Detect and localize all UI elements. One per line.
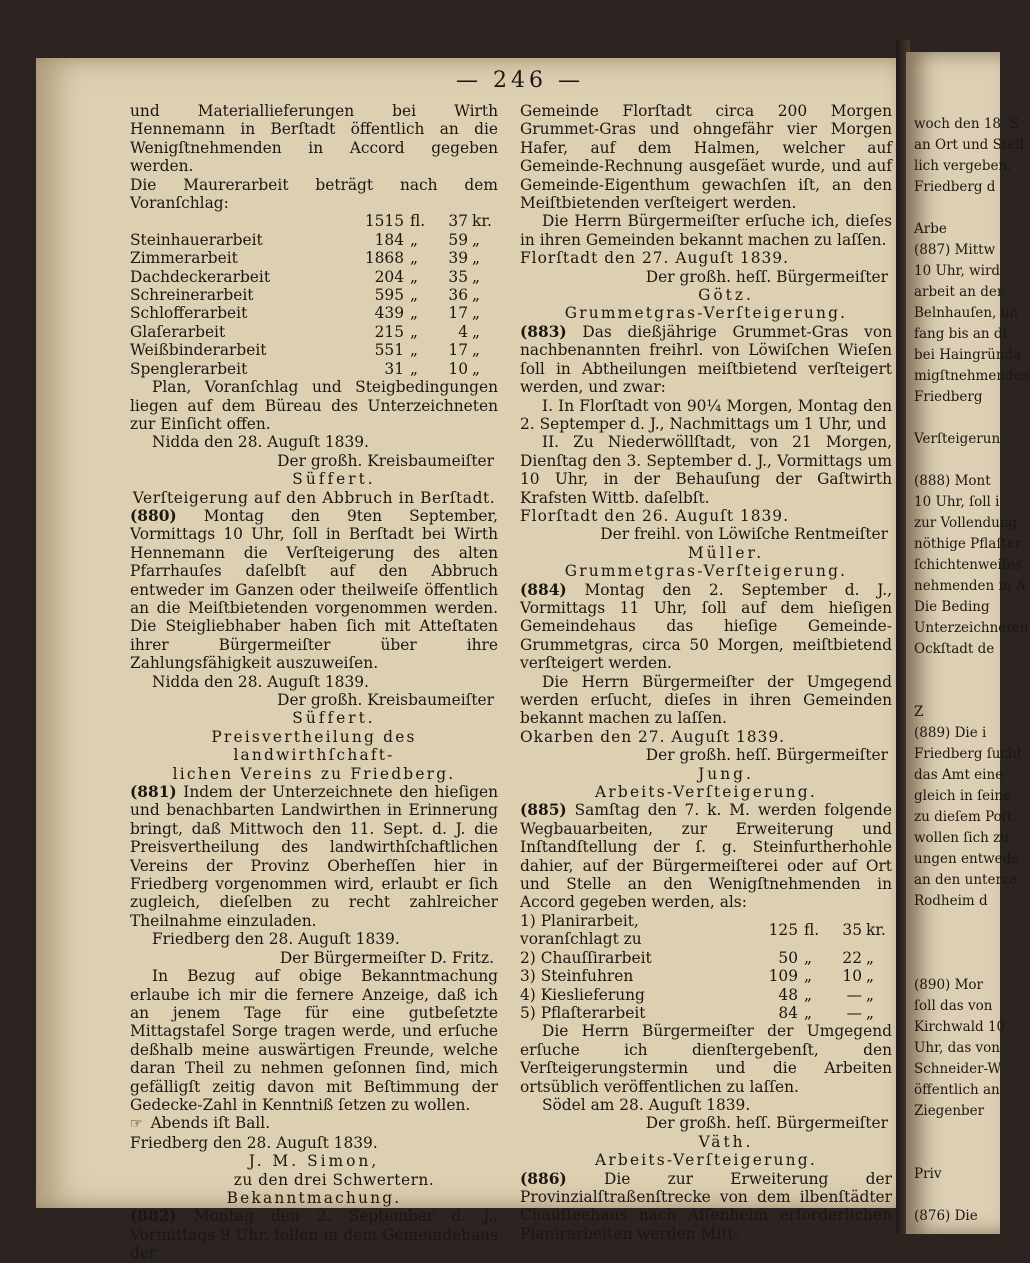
cost-row — [520, 967, 892, 985]
notice-heading: Arbeits-Verſteigerung. — [595, 1151, 817, 1170]
facing-page-line: ſoll das von — [914, 998, 993, 1014]
paragraph: Gemeinde Florſtadt circa 200 Morgen Grummet-Gras und ohngefähr vier Morgen Hafer, auf dem Halmen, welcher auf Gemeinde-Rechnung ausgeſäet wurde, und auf Gemeinde-Eigenthum gewachſen iſt, an den Meiſtbietenden verſteigert werden. — [520, 102, 892, 213]
paragraph: II. Zu Niederwöllſtadt, von 21 Morgen, Dienſtag den 3. September d. J., Vormittags um 10 Uhr, in der Behauſung der Gaſtwirth Krafsten Wittb. daſelbſt. — [520, 433, 892, 507]
facing-page-line: (887) Mittw — [914, 242, 996, 258]
cost-suffix: „ — [472, 359, 480, 378]
cost-row — [130, 249, 498, 267]
paragraph: Die Herrn Bürgermeiſter der Umgegend werden erſucht, dieſes in ihren Gemeinden bekannt machen zu laſſen. — [520, 672, 892, 728]
cost-amount: 204 — [374, 267, 404, 286]
cost-unit: „ — [410, 267, 418, 286]
notice-text: Das dießjährige Grummet-Gras von nachbenannten freihrl. von Löwiſchen Wieſen ſoll in Abtheilungen meiſtbietend verſteigert werden, und zwar: — [520, 322, 892, 397]
cost-kreuzer: 35 — [448, 267, 468, 286]
cost-suffix: „ — [472, 230, 480, 249]
cost-row — [130, 360, 498, 378]
cost-unit: „ — [410, 249, 418, 268]
dateline: Södel am 28. Auguſt 1839. — [542, 1095, 751, 1114]
cost-amount: 125 — [768, 921, 798, 940]
notice-heading: Verſteigerung auf den Abbruch in Berſtadt. — [132, 488, 496, 507]
cost-kreuzer: 36 — [448, 286, 468, 305]
cost-amount: 1868 — [364, 249, 404, 268]
facing-page-line: Unterzeichneten — [914, 620, 1029, 636]
paragraph: Plan, Voranſchlag und Steigbedingungen liegen auf dem Büreau des Unterzeichneten zur Einſicht offen. — [130, 378, 498, 433]
facing-page-line: bei Haingründa — [914, 347, 1022, 363]
facing-page-line: 10 Uhr, wird — [914, 263, 1001, 279]
signature-title: Der großh. heſſ. Bürgermeiſter — [645, 267, 888, 286]
cost-amount: 1515 — [364, 212, 404, 231]
cost-table — [130, 212, 498, 378]
facing-page-line: Ockſtadt de — [914, 641, 995, 657]
facing-page-line: fang bis an di — [914, 326, 1007, 342]
signature-name: Götz. — [698, 286, 754, 305]
cost-suffix: „ — [472, 286, 480, 305]
facing-page-line: migſtnehmenden — [914, 368, 1030, 384]
notice-heading: Grummetgras-Verſteigerung. — [564, 304, 848, 323]
facing-page-line: öffentlich an — [914, 1082, 1000, 1098]
cost-row — [520, 986, 892, 1004]
cost-row — [130, 268, 498, 286]
cost-amount: 551 — [374, 341, 404, 360]
facing-page-line: Friedberg — [914, 389, 983, 405]
cost-unit: „ — [410, 230, 418, 249]
facing-page-line: Z — [914, 704, 924, 720]
facing-page-line: Friedberg ſucht — [914, 746, 1023, 762]
cost-suffix: „ — [866, 985, 874, 1004]
signature-name: Süffert. — [292, 709, 376, 728]
cost-label: 2) Chauſſirarbeit — [520, 948, 652, 967]
notice-number: (883) — [520, 322, 567, 341]
cost-label: 1) Planirarbeit, voranſchlagt zu — [520, 911, 642, 949]
cost-suffix: kr. — [472, 212, 492, 231]
cost-label: Schreinerarbeit — [130, 286, 254, 305]
signature-name: J. M. Simon, — [248, 1152, 380, 1171]
facing-page-line: Belnhauſen, un — [914, 305, 1019, 321]
cost-suffix: kr. — [866, 921, 886, 940]
facing-page-line: (890) Mor — [914, 977, 983, 993]
facing-page-line: an den unterze — [914, 872, 1018, 888]
paragraph: Die Herrn Bürgermeiſter erſuche ich, dieſes in ihren Gemeinden bekannt machen zu laſſen. — [520, 212, 892, 249]
signature-name: Müller. — [687, 543, 765, 562]
notice-number: (881) — [130, 783, 177, 802]
cost-unit: „ — [410, 286, 418, 305]
signature-name: Jung. — [698, 764, 754, 783]
cost-label: 4) Kieslieferung — [520, 985, 645, 1004]
dateline: Nidda den 28. Auguſt 1839. — [152, 672, 369, 691]
facing-page-line: Die Beding — [914, 599, 990, 615]
cost-amount: 595 — [374, 286, 404, 305]
cost-label: Dachdeckerarbeit — [130, 267, 271, 286]
facing-page-line: wollen ſich zu — [914, 830, 1009, 846]
cost-unit: „ — [410, 304, 418, 323]
facing-page-line: an Ort und Stell — [914, 137, 1024, 153]
cost-suffix: „ — [472, 249, 480, 268]
facing-page-line: Uhr, das von — [914, 1040, 1000, 1056]
notice-heading: Grummetgras-Verſteigerung. — [564, 562, 848, 581]
cost-row — [520, 949, 892, 967]
notice-heading: lichen Vereins zu Friedberg. — [172, 764, 456, 783]
cost-row — [520, 912, 892, 949]
cost-unit: „ — [804, 985, 812, 1004]
notice-text: Montag den 2. September d. J., Vormittags 9 Uhr, ſollen in dem Gemeindehaus der — [130, 1207, 498, 1263]
cost-kreuzer: 37 — [448, 212, 468, 231]
facing-page-line: ſchichtenweiſes — [914, 557, 1022, 573]
signature-title: Der großh. heſſ. Bürgermeiſter — [645, 746, 888, 765]
cost-kreuzer: 10 — [448, 359, 468, 378]
cost-label: Steinhauerarbeit — [130, 230, 263, 249]
cost-amount: 48 — [778, 985, 798, 1004]
cost-label: Schlofferarbeit — [130, 304, 248, 323]
dateline: Friedberg den 28. Auguſt 1839. — [130, 1133, 378, 1152]
facing-page-line: (889) Die i — [914, 725, 987, 741]
cost-table — [520, 912, 892, 1022]
notice-heading: Arbeits-Verſteigerung. — [595, 783, 817, 802]
cost-kreuzer: — — [846, 985, 862, 1004]
cost-kreuzer: 35 — [842, 921, 862, 940]
notice-heading: Bekanntmachung. — [226, 1188, 402, 1207]
cost-kreuzer: 17 — [448, 341, 468, 360]
cost-unit: „ — [410, 322, 418, 341]
signature-title: Der Bürgermeiſter D. Fritz. — [279, 948, 494, 967]
notice-text: Indem der Unterzeichnete den hieſigen und benachbarten Landwirthen in Erinnerung bringt, daß Mittwoch den 11. Sept. d. J. die Preisvertheilung des landwirthſchaftlichen Vereins der Provinz Oberheſſen hier in Friedberg vorgenommen wird, erlaubt er ſich zugleich, dieſelben zu recht zahlreicher Theilnahme einzuladen. — [130, 783, 498, 930]
cost-kreuzer: 39 — [448, 249, 468, 268]
signature-title: Der freihl. von Löwiſche Rentmeiſter — [600, 525, 888, 544]
notice-number: (884) — [520, 580, 567, 599]
cost-amount: 84 — [778, 1003, 798, 1022]
cost-suffix: „ — [472, 341, 480, 360]
facing-page-line: zu dieſem Poſt — [914, 809, 1013, 825]
facing-page — [906, 52, 1030, 1234]
cost-amount: 215 — [374, 322, 404, 341]
facing-page-line: Priv — [914, 1166, 942, 1182]
cost-row — [130, 304, 498, 322]
notice-number: (880) — [130, 506, 177, 525]
facing-page-line: Rodheim d — [914, 893, 988, 909]
dateline: Florſtadt den 26. Auguſt 1839. — [520, 506, 789, 525]
pointing-hand-icon: ☞ — [130, 1116, 143, 1133]
notice-number: (882) — [130, 1207, 177, 1226]
cost-kreuzer: 17 — [448, 304, 468, 323]
dateline: Okarben den 27. Auguſt 1839. — [520, 727, 785, 746]
cost-amount: 184 — [374, 230, 404, 249]
cost-kreuzer: 22 — [842, 948, 862, 967]
facing-page-line: das Amt eine — [914, 767, 1004, 783]
facing-page-line: Ziegenber — [914, 1103, 985, 1119]
cost-unit: „ — [804, 948, 812, 967]
cost-unit: „ — [804, 1003, 812, 1022]
cost-label: Glaſerarbeit — [130, 322, 226, 341]
notice-text: Samſtag den 7. k. M. werden folgende Wegbauarbeiten, zur Erweiterung und Inſtandſtellung der ſ. g. Steinfurtherhohle dahier, auf der Bürgermeiſterei oder auf Ort und Stelle an den Wenigſtnehmenden in Accord gegeben werden, als: — [520, 801, 892, 912]
facing-page-line: (888) Mont — [914, 473, 991, 489]
right-column — [520, 102, 892, 1243]
cost-row — [520, 1004, 892, 1022]
cost-suffix: „ — [866, 967, 874, 986]
cost-kreuzer: 4 — [458, 322, 468, 341]
cost-suffix: „ — [472, 322, 480, 341]
facing-page-line: Kirchwald 10 — [914, 1019, 1006, 1035]
cost-suffix: „ — [472, 304, 480, 323]
facing-page-line: arbeit an der — [914, 284, 1004, 300]
cost-row — [130, 323, 498, 341]
facing-page-line: Verſteigerun — [914, 431, 1001, 447]
notice-text: Die zur Erweiterung der Provinzialſtraßenſtrecke von dem ilbenſtädter Chauſſeehaus nach Aſſenheim erforderlichen Planirarbeiten werden Mitt- — [520, 1169, 892, 1243]
cost-unit: fl. — [410, 212, 426, 231]
facing-page-line: nehmenden in A — [914, 578, 1026, 594]
ball-note: Abends iſt Ball. — [150, 1114, 271, 1133]
cost-suffix: „ — [866, 1003, 874, 1022]
facing-page-line: 10 Uhr, ſoll i — [914, 494, 1000, 510]
page-number: — 246 — — [456, 68, 584, 93]
cost-unit: „ — [804, 967, 812, 986]
dateline: Friedberg den 28. Auguſt 1839. — [152, 930, 400, 949]
signature-name: Süffert. — [292, 470, 376, 489]
facing-page-line: woch den 18. S — [914, 116, 1019, 132]
cost-amount: 439 — [374, 304, 404, 323]
cost-kreuzer: 59 — [448, 230, 468, 249]
cost-label: Zimmerarbeit — [130, 249, 238, 268]
signature-name: Väth. — [698, 1132, 754, 1151]
facing-page-line: gleich in ſeine — [914, 788, 1012, 804]
facing-page-line: zur Vollendung — [914, 515, 1018, 531]
facing-page-line: ungen entwede — [914, 851, 1020, 867]
signature-title: Der großh. heſſ. Bürgermeiſter — [645, 1114, 888, 1133]
left-column — [130, 102, 498, 1263]
cost-amount: 109 — [768, 967, 798, 986]
cost-row — [130, 341, 498, 359]
facing-page-line: lich vergeben. — [914, 158, 1012, 174]
notice-text: Montag den 2. September d. J., Vormittags 11 Uhr, ſoll auf dem hieſigen Gemeindehaus das hieſige Gemeinde-Grummetgras, circa 50 Morgen, meiſtbietend verſteigert werden. — [520, 580, 892, 673]
cost-row — [130, 212, 498, 230]
cost-amount: 31 — [384, 359, 404, 378]
cost-row — [130, 286, 498, 304]
cost-label — [130, 212, 334, 230]
cost-label: 5) Pflaſterarbeit — [520, 1003, 646, 1022]
facing-page-line: nöthige Pflaſter — [914, 536, 1022, 552]
notice-number: (886) — [520, 1169, 567, 1188]
cost-unit: fl. — [804, 921, 820, 940]
cost-kreuzer: 10 — [842, 967, 862, 986]
signature-title: Der großh. Kreisbaumeiſter — [277, 691, 494, 709]
cost-row — [130, 231, 498, 249]
signature-subtitle: zu den drei Schwertern. — [233, 1170, 435, 1189]
cost-suffix: „ — [472, 267, 480, 286]
paragraph: und Materiallieferungen bei Wirth Hennemann in Berſtadt öffentlich an die Wenigſtnehmenden in Accord gegeben werden. — [130, 102, 498, 176]
facing-page-line: Friedberg d — [914, 179, 996, 195]
facing-page-line: Schneider-W — [914, 1061, 1002, 1077]
dateline: Florſtadt den 27. Auguſt 1839. — [520, 249, 789, 268]
paragraph: Die Maurerarbeit beträgt nach dem Voranſchlag: — [130, 175, 498, 213]
facing-page-line: Arbe — [914, 221, 947, 237]
cost-unit: „ — [410, 359, 418, 378]
notice-heading: Preisvertheilung des landwirthſchaft- — [211, 727, 417, 765]
notice-text: Montag den 9ten September, Vormittags 10 Uhr, ſoll in Berſtadt bei Wirth Hennemann die Verſteigerung des alten Pfarrhauſes daſelbſt auf den Abbruch entweder im Ganzen oder theilweiſe öffentlich an die Meiſtbietenden vorgenommen werden. Die Steigliebhaber haben ſich mit Atteſtaten ihrer Bürgermeiſter über ihre Zahlungsfähigkeit auszuweiſen. — [130, 506, 498, 673]
cost-suffix: „ — [866, 948, 874, 967]
dateline: Nidda den 28. Auguſt 1839. — [152, 433, 369, 452]
paragraph: I. In Florſtadt von 90¼ Morgen, Montag den 2. Septemper d. J., Nachmittags um 1 Uhr, und — [520, 396, 892, 433]
cost-kreuzer: — — [846, 1003, 862, 1022]
cost-amount: 50 — [778, 948, 798, 967]
signature-title: Der großh. Kreisbaumeiſter — [277, 451, 494, 470]
cost-unit: „ — [410, 341, 418, 360]
notice-number: (885) — [520, 801, 567, 820]
cost-label: Weißbinderarbeit — [130, 341, 267, 360]
cost-label: 3) Steinfuhren — [520, 967, 634, 986]
paragraph: In Bezug auf obige Bekanntmachung erlaube ich mir die fernere Anzeige, daß ich an jenem Tage für eine gutbeſetzte Mittagstafel Sorge tragen werde, und erſuche deßhalb meine auswärtigen Freunde, welche daran Theil zu nehmen geſonnen ſind, mich gefälligſt zeitig davon mit Beſtimmung der Gedecke-Zahl in Kenntniß ſetzen zu wollen. — [130, 967, 498, 1114]
paragraph: Die Herrn Bürgermeiſter der Umgegend erſuche ich dienſtergebenſt, den Verſteigerungstermin und die Arbeiten ortsüblich veröffentlichen zu laſſen. — [520, 1022, 892, 1096]
cost-label: Spenglerarbeit — [130, 359, 248, 378]
facing-page-line: (876) Die — [914, 1208, 978, 1224]
